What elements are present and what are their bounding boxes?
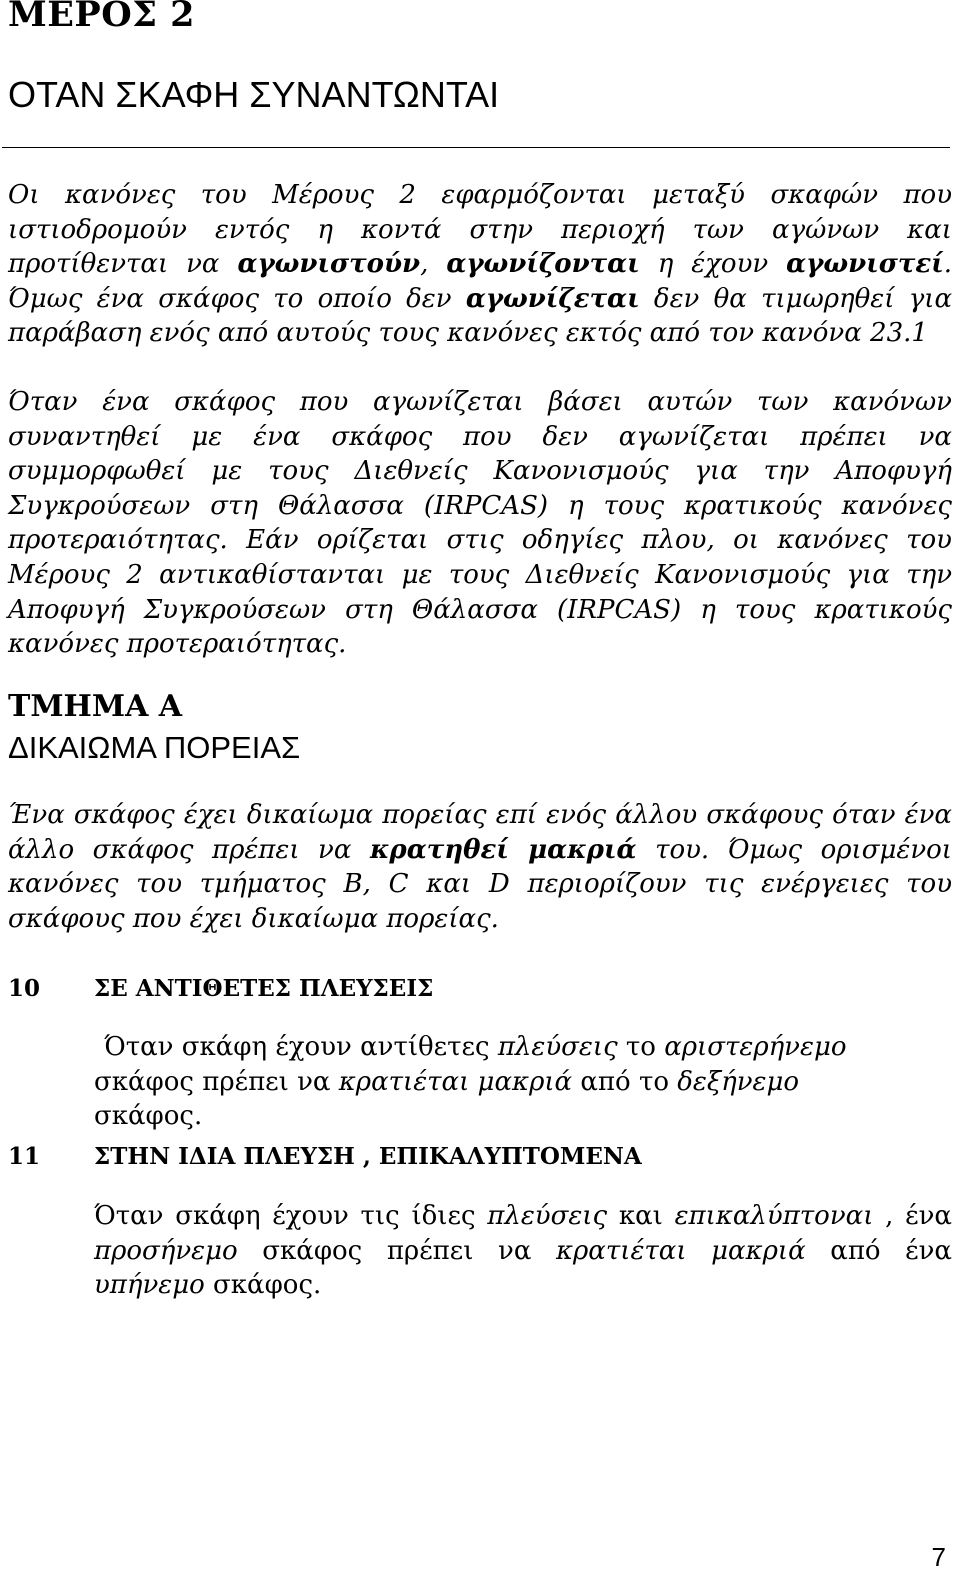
text-run: από ένα bbox=[805, 1235, 952, 1266]
text-run: σκάφος πρέπει να bbox=[237, 1235, 556, 1266]
section-a-paragraph bbox=[8, 798, 952, 936]
text-run: , bbox=[420, 249, 447, 280]
text-run: η έχουν bbox=[639, 249, 787, 280]
rule-title: ΣΕ ΑΝΤΙΘΕΤΕΣ ΠΛΕΥΣΕΙΣ bbox=[94, 975, 434, 1002]
text-run: και bbox=[607, 1201, 675, 1231]
text-run: Οι κανόνες του Μέρους 2 εφαρμόζονται μεταξύ σκαφών που ιστιοδρομούν εντός η κοντά στην περιοχή των αγώνων και προτίθενται να bbox=[8, 180, 952, 280]
term-port-tack: αριστερήνεμο bbox=[664, 1032, 847, 1062]
rule-number: 11 bbox=[8, 1143, 41, 1170]
rule-11-body bbox=[94, 1199, 952, 1303]
text-run: Όταν σκάφη έχουν αντίθετες bbox=[104, 1032, 498, 1062]
intro-paragraph-2: Όταν ένα σκάφος που αγωνίζεται βάσει αυτών των κανόνων συναντηθεί με ένα σκάφος που δεν αγωνίζεται πρέπει να συμμορφωθεί με τους Διεθνείς Κανονισμούς για την Αποφυγή Συγκρούσεων στη Θάλασσα (IRPCAS) η τους κρατικούς κανόνες προτεραιότητας. Εάν ορίζεται στις οδηγίες πλου, οι κανόνες του Μέρους 2 αντικαθίστανται με τους Διεθνείς Κανονισμούς για την Αποφυγή Συγκρούσεων στη Θάλασσα (IRPCAS) η τους κρατικούς κανόνες προτεραιότητας. bbox=[8, 387, 952, 660]
term-overlapped: επικαλύπτοναι bbox=[674, 1201, 874, 1231]
defined-term-racing-2: αγωνίζεται bbox=[465, 283, 640, 314]
defined-term-keep-clear: κρατηθεί μακριά bbox=[369, 834, 637, 865]
term-starboard-tack: δεξήνεμο bbox=[677, 1066, 800, 1097]
text-run: Όμως ένα σκάφος το οποίο δεν bbox=[8, 283, 466, 314]
section-title: ΟΤΑΝ ΣΚΑΦΗ ΣΥΝΑΝΤΩΝΤΑΙ bbox=[8, 74, 500, 115]
text-run: το bbox=[617, 1032, 665, 1062]
text-run: του. Όμως ορισμένοι κανόνες του τμήματος B, C και D περιορίζουν τις ενέργειες του σκάφους που έχει δικαίωμα πορείας. bbox=[8, 834, 952, 934]
section-a-title: ΤΜΗΜΑ A bbox=[8, 689, 183, 724]
text-run: . bbox=[943, 249, 953, 280]
rule-10-heading bbox=[8, 975, 433, 1002]
rule-title: ΣΤΗΝ ΙΔΙΑ ΠΛΕΥΣΗ , ΕΠΙΚΑΛΥΠΤΟΜΕΝΑ bbox=[94, 1143, 642, 1170]
text-run: από το bbox=[572, 1066, 678, 1097]
term-keep-clear: κρατιέται μακριά bbox=[338, 1066, 573, 1097]
text-run: σκάφος πρέπει να bbox=[94, 1066, 339, 1097]
text-run: , ένα bbox=[873, 1201, 952, 1231]
term-leeward: υπήνεμο bbox=[94, 1270, 205, 1301]
term-windward: προσήνεμο bbox=[94, 1235, 238, 1266]
term-tacks: πλεύσεις bbox=[497, 1032, 618, 1062]
horizontal-divider bbox=[2, 147, 950, 148]
intro-paragraph-1 bbox=[8, 178, 952, 351]
text-run: σκάφος. bbox=[94, 1101, 203, 1132]
defined-term-racing: αγωνίζονται bbox=[446, 249, 640, 280]
rule-10-body bbox=[94, 1030, 914, 1134]
text-run: δεν θα τιμωρηθεί για παράβαση ενός από αυτούς τους κανόνες εκτός από τον κανόνα 23.1 bbox=[8, 283, 952, 349]
part-title: ΜΕΡΟΣ 2 bbox=[8, 0, 196, 35]
rule-number: 10 bbox=[8, 975, 41, 1002]
defined-term-raced: αγωνιστεί bbox=[786, 249, 944, 280]
section-a-subtitle: ΔΙΚΑΙΩΜΑ ΠΟΡΕΙΑΣ bbox=[8, 730, 301, 765]
term-tacks: πλεύσεις bbox=[487, 1201, 608, 1231]
defined-term-compete: αγωνιστούν bbox=[237, 249, 421, 280]
term-keep-clear: κρατιέται μακριά bbox=[555, 1235, 806, 1266]
rule-11-heading bbox=[8, 1143, 642, 1170]
page-number: 7 bbox=[931, 1542, 946, 1572]
text-run: Όταν σκάφη έχουν τις ίδιες bbox=[94, 1201, 488, 1231]
text-run: Ένα σκάφος έχει δικαίωμα πορείας επί ενός άλλου σκάφους όταν ένα άλλο σκάφος πρέπει να bbox=[8, 800, 952, 865]
text-run: σκάφος. bbox=[204, 1270, 322, 1301]
